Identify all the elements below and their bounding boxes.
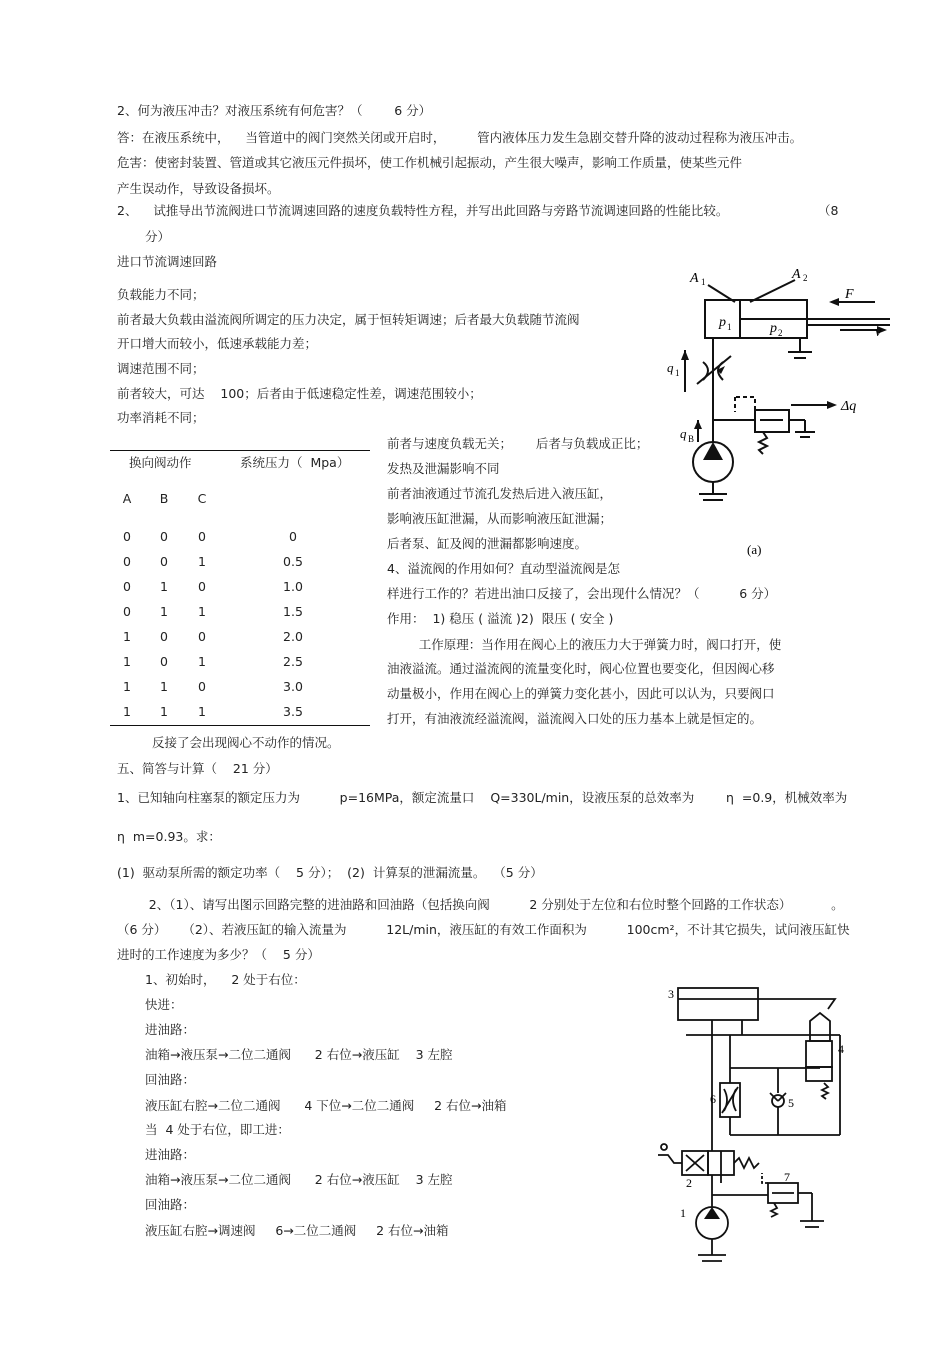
pump-triangle: [703, 442, 723, 460]
comparison-line-4: 影响液压缸泄漏，从而影响液压缸泄漏；: [387, 511, 613, 526]
relief-valve-spring: [759, 432, 767, 454]
calc-2-line-2: （6 分） （2）、若液压缸的输入流量为 12L/min，液压缸的有效工作面积为 100cm²，不计其它损失，试问液压缸快: [117, 922, 850, 937]
table-cell-valve-state: 1: [198, 554, 206, 569]
table-header-valve: 换向阀动作: [129, 455, 192, 470]
answer-line-10: 回油路：: [145, 1197, 196, 1212]
label-p1: p: [719, 315, 726, 330]
label-5: 5: [788, 1096, 794, 1110]
force-arrow: [829, 298, 839, 306]
table-cell-pressure: 0: [289, 529, 297, 544]
table-cell-valve-state: 1: [123, 704, 131, 719]
reverse-connection-note: 反接了会出现阀心不动作的情况。: [152, 735, 340, 750]
table-header-pressure: 系统压力（ Mpa）: [240, 455, 350, 470]
table-cell-pressure: 3.5: [283, 704, 303, 719]
table-cell-valve-state: 0: [160, 654, 168, 669]
label-4: 4: [838, 1042, 844, 1056]
pilot-line: [735, 397, 755, 410]
label-qb: q: [680, 426, 687, 441]
answer-line-2: 快进：: [145, 997, 183, 1012]
label-6: 6: [710, 1092, 716, 1106]
table-cell-valve-state: 1: [198, 654, 206, 669]
table-cell-pressure: 1.5: [283, 604, 303, 619]
calc-1-line-3: (1) 驱动泵所需的额定功率（ 5 分）； (2) 计算泵的泄漏流量。 （5 分）: [117, 865, 543, 880]
table-cell-valve-state: 0: [123, 604, 131, 619]
table-cell-pressure: 3.0: [283, 679, 303, 694]
comparison-line-3: 前者油液通过节流孔发热后进入液压缸，: [387, 486, 613, 501]
table-cell-valve-state: 0: [160, 554, 168, 569]
table-cell-pressure: 1.0: [283, 579, 303, 594]
section-5-title: 五、简答与计算（ 21 分）: [117, 761, 278, 776]
label-a2-sub: 2: [803, 273, 808, 283]
question-3-points-a: （8: [818, 203, 839, 218]
answer-line-4: 油箱→液压泵→二位二通阀 2 右位→液压缸 3 左腔: [145, 1047, 453, 1062]
label-3: 3: [668, 987, 674, 1001]
table-cell-valve-state: 0: [160, 629, 168, 644]
load-capacity-heading: 负载能力不同；: [117, 287, 205, 302]
table-col-c: C: [197, 491, 207, 506]
speed-circuit-diagram: [650, 983, 860, 1273]
question-4-line-5: 油液溢流。通过溢流阀的流量变化时，阀心位置也要变化，但因阀心移: [387, 661, 775, 676]
dq-arrow: [827, 401, 837, 409]
question-4-line-2: 样进行工作的？若进出油口反接了，会出现什么情况？（ 6 分）: [387, 586, 777, 601]
table-cell-valve-state: 1: [123, 679, 131, 694]
table-cell-pressure: 2.0: [283, 629, 303, 644]
question-2-answer-line-2: 危害：使密封装置、管道或其它液压元件损坏，使工作机械引起振动，产生很大噪声，影响工作质量，使某些元件: [117, 155, 743, 170]
calc-2-line-3: 进时的工作速度为多少？（ 5 分）: [117, 947, 320, 962]
table-top-rule: [110, 450, 370, 451]
table-cell-valve-state: 0: [160, 529, 168, 544]
question-3-points-b: 分）: [145, 229, 171, 244]
comparison-line-1: 前者与速度负载无关； 后者与负载成正比；: [387, 436, 649, 451]
label-p2-sub: 2: [778, 328, 783, 338]
table-cell-valve-state: 0: [198, 529, 206, 544]
table-cell-valve-state: 0: [198, 679, 206, 694]
answer-line-5: 回油路：: [145, 1072, 196, 1087]
question-3-title: 2、 试推导出节流阀进口节流调速回路的速度负载特性方程，并写出此回路与旁路节流调速回路的性能比较。: [117, 203, 729, 218]
question-4-line-3: 作用： 1) 稳压 ( 溢流 )2) 限压 ( 安全 ): [387, 611, 614, 626]
table-cell-valve-state: 1: [198, 704, 206, 719]
label-a1: A: [690, 271, 699, 286]
table-cell-valve-state: 1: [160, 579, 168, 594]
label-a2: A: [792, 267, 801, 282]
label-force: F: [845, 287, 854, 302]
label-7: 7: [784, 1170, 790, 1184]
valve-4: [806, 1041, 832, 1067]
label-q1: q: [667, 360, 674, 375]
question-4-line-1: 4、溢流阀的作用如何？直动型溢流阀是怎: [387, 561, 620, 576]
table-cell-valve-state: 1: [123, 629, 131, 644]
question-2-answer-line-1: 答：在液压系统中， 当管道中的阀门突然关闭或开启时， 管内液体压力发生急剧交替升降的波动过程称为液压冲击。: [117, 130, 803, 145]
table-cell-valve-state: 0: [123, 529, 131, 544]
speed-range-line: 前者较大，可达 100；后者由于低速稳定性差，调速范围较小；: [117, 386, 482, 401]
answer-line-8: 进油路：: [145, 1147, 196, 1162]
question-4-line-4: 工作原理：当作用在阀心上的液压力大于弹簧力时，阀口打开，使: [387, 637, 782, 652]
label-p2: p: [770, 321, 777, 336]
q1-arrow: [681, 350, 689, 360]
label-1: 1: [680, 1206, 686, 1220]
label-delta-q: Δq: [841, 399, 857, 414]
calc-1-line-2: η m=0.93。求：: [117, 829, 221, 844]
label-q1-sub: 1: [675, 368, 680, 378]
question-4-line-7: 打开，有油液流经溢流阀，溢流阀入口处的压力基本上就是恒定的。: [387, 711, 763, 726]
calc-1-line-1: 1、已知轴向柱塞泵的额定压力为 p=16MPa，额定流量口 Q=330L/min，设液压泵的总效率为 η =0.9，机械效率为: [117, 790, 848, 805]
answer-line-3: 进油路：: [145, 1022, 196, 1037]
label-qb-sub: B: [688, 434, 695, 444]
comparison-line-5: 后者泵、缸及阀的泄漏都影响速度。: [387, 536, 588, 551]
answer-line-1: 1、初始时， 2 处于右位：: [145, 972, 306, 987]
question-2-title: 2、何为液压冲击？对液压系统有何危害？（ 6 分）: [117, 103, 432, 118]
label-velocity: v: [875, 325, 882, 340]
table-cell-valve-state: 1: [160, 704, 168, 719]
qb-arrow: [694, 420, 702, 429]
table-cell-valve-state: 0: [198, 579, 206, 594]
label-a1-sub: 1: [701, 277, 706, 287]
comparison-line-2: 发热及泄漏影响不同: [387, 461, 500, 476]
speed-range-heading: 调速范围不同；: [117, 361, 205, 376]
load-capacity-line-2: 开口增大而较小，低速承载能力差；: [117, 336, 318, 351]
valve-4-solenoid: [810, 1013, 830, 1041]
table-cell-valve-state: 0: [198, 629, 206, 644]
table-cell-pressure: 2.5: [283, 654, 303, 669]
cylinder-3: [678, 988, 758, 1020]
answer-line-9: 油箱→液压泵→二位二通阀 2 右位→液压缸 3 左腔: [145, 1172, 453, 1187]
table-cell-valve-state: 1: [160, 679, 168, 694]
answer-line-7: 当 4 处于右位，即工进：: [145, 1122, 290, 1137]
power-consumption-heading: 功率消耗不同；: [117, 410, 205, 425]
answer-line-6: 液压缸右腔→二位二通阀 4 下位→二位二通阀 2 右位→油箱: [145, 1098, 507, 1113]
answer-line-11: 液压缸右腔→调速阀 6→二位二通阀 2 右位→油箱: [145, 1223, 449, 1238]
load-capacity-line-1: 前者最大负载由溢流阀所调定的压力决定，属于恒转矩调速；后者最大负载随节流阀: [117, 312, 580, 327]
table-cell-pressure: 0.5: [283, 554, 303, 569]
table-cell-valve-state: 1: [123, 654, 131, 669]
rod-end: [822, 999, 835, 1009]
table-col-a: A: [122, 491, 132, 506]
label-2: 2: [686, 1176, 692, 1190]
calc-2-line-1: 2、（1）、请写出图示回路完整的进油路和回油路（包括换向阀 2 分别处于左位和右位时整个回路的工作状态） 。: [117, 897, 844, 912]
question-2-answer-line-3: 产生误动作，导致设备损坏。: [117, 181, 280, 196]
figure-a-caption: (a): [747, 542, 762, 557]
table-col-b: B: [159, 491, 169, 506]
label-p1-sub: 1: [727, 322, 732, 332]
table-cell-valve-state: 1: [160, 604, 168, 619]
question-4-line-6: 动量极小，作用在阀心上的弹簧力变化甚小，因此可以认为，只要阀口: [387, 686, 775, 701]
table-cell-valve-state: 0: [123, 579, 131, 594]
inlet-throttle-heading: 进口节流调速回路: [117, 254, 218, 269]
valve-2-lever: [658, 1155, 682, 1163]
table-cell-valve-state: 1: [198, 604, 206, 619]
table-bottom-rule: [110, 725, 370, 726]
inlet-throttle-circuit-diagram: [655, 262, 900, 562]
table-cell-valve-state: 0: [123, 554, 131, 569]
